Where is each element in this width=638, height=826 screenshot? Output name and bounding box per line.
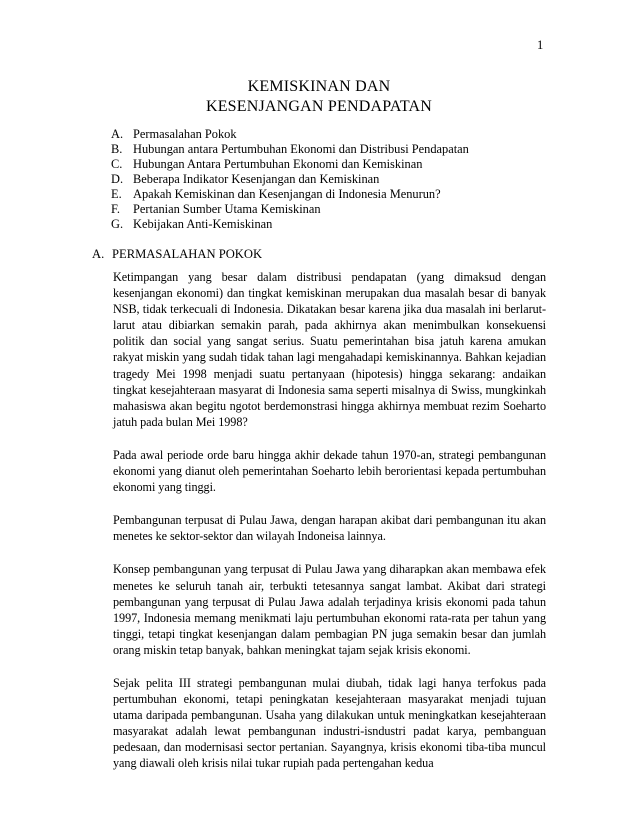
page-number: 1 <box>537 38 544 52</box>
toc-item <box>111 217 571 232</box>
toc-letter: F. <box>111 202 120 216</box>
toc-item <box>111 172 571 187</box>
toc-letter: G. <box>111 217 124 231</box>
toc-letter: C. <box>111 157 123 171</box>
paragraph: Pada awal periode orde baru hingga akhir dekade tahun 1970-an, strategi pembangunan ekonomi yang dianut oleh pemerintahan Soeharto lebih berorientasi kepada pertumbuhan ekonomi yang tinggi. <box>113 447 546 495</box>
section-heading-text: PERMASALAHAN POKOK <box>112 247 263 261</box>
toc-text: Hubungan antara Pertumbuhan Ekonomi dan Distribusi Pendapatan <box>133 142 469 156</box>
paragraph: Pembangunan terpusat di Pulau Jawa, dengan harapan akibat dari pembangunan itu akan menetes ke sektor-sektor dan wilayah Indoneisa lainnya. <box>113 513 546 544</box>
toc-text: Pertanian Sumber Utama Kemiskinan <box>133 202 321 216</box>
section-heading <box>92 247 262 262</box>
table-of-contents <box>111 127 571 232</box>
toc-item <box>111 142 571 157</box>
toc-text: Permasalahan Pokok <box>133 127 237 141</box>
paragraph: Sejak pelita III strategi pembangunan mulai diubah, tidak lagi hanya terfokus pada pertumbuhan ekonomi, tetapi peningkatan kesejahteraan masyarakat menjadi tujuan utama daripada pembangunan. Usaha yang dilakukan untuk meningkatkan kesejahteraan masyarakat adalah lewat pembangunan industri-isndustri padat karya, pembanguan pedesaan, dan modernisasi sector pertanian. Sayangnya, krisis ekonomi tiba-tiba muncul yang diawali oleh krisis nilai tukar rupiah pada pertengahan kedua <box>113 675 546 771</box>
toc-text: Kebijakan Anti-Kemiskinan <box>133 217 273 231</box>
toc-text: Hubungan Antara Pertumbuhan Ekonomi dan Kemiskinan <box>133 157 423 171</box>
section-letter: A. <box>92 247 105 261</box>
toc-item <box>111 157 571 172</box>
toc-item <box>111 202 571 217</box>
toc-text: Apakah Kemiskinan dan Kesenjangan di Indonesia Menurun? <box>133 187 441 201</box>
toc-item <box>111 187 571 202</box>
toc-letter: D. <box>111 172 124 186</box>
toc-item <box>111 127 571 142</box>
toc-letter: A. <box>111 127 124 141</box>
body-text <box>113 269 546 789</box>
toc-letter: E. <box>111 187 122 201</box>
toc-text: Beberapa Indikator Kesenjangan dan Kemiskinan <box>133 172 380 186</box>
paragraph: Konsep pembangunan yang terpusat di Pulau Jawa yang diharapkan akan membawa efek menetes ke seluruh tanah air, terbukti tetesannya sangat lambat. Akibat dari strategi pembangunan yang terpusat di Pulau Jawa adalah terjadinya krisis ekonomi pada tahun 1997, Indonesia memang menikmati laju pertumbuhan ekonomi rata-rata per tahun yang tinggi, tetapi tingkat kesenjangan dalam pembagian PN juga semakin besar dan jumlah orang miskin tetap banyak, bahkan meningkat tajam sejak krisis ekonomi. <box>113 562 546 657</box>
toc-letter: B. <box>111 142 123 156</box>
title-line-2: KESENJANGAN PENDAPATAN <box>205 98 433 115</box>
paragraph: Ketimpangan yang besar dalam distribusi pendapatan (yang dimaksud dengan kesenjangan ekonomi) dan tingkat kemiskinan merupakan dua masalah besar di banyak NSB, tidak terkecuali di Indonesia. Dikatakan besar karena jika dua masalah ini berlarut-larut atau dibiarkan semakin parah, pada akhirnya akan menimbulkan konsekuensi politik dan social yang sangat serius. Suatu pemerintahan bisa jatuh karena amukan rakyat miskin yang sudah tidak tahan lagi mengahadapi kemiskinannya. Bahkan kejadian tragedy Mei 1998 menjadi suatu pertanyaan (hipotesis) hingga sekarang: andaikan tingkat kesejahteraan masyarat di Indonesia sama seperti misalnya di Swiss, mungkinkah mahasiswa akan begitu ngotot berdemonstrasi hingga akhirnya membuat rezim Soeharto jatuh pada bulan Mei 1998? <box>113 270 546 429</box>
title-line-1: KEMISKINAN DAN <box>247 78 391 95</box>
document-title <box>0 77 638 117</box>
